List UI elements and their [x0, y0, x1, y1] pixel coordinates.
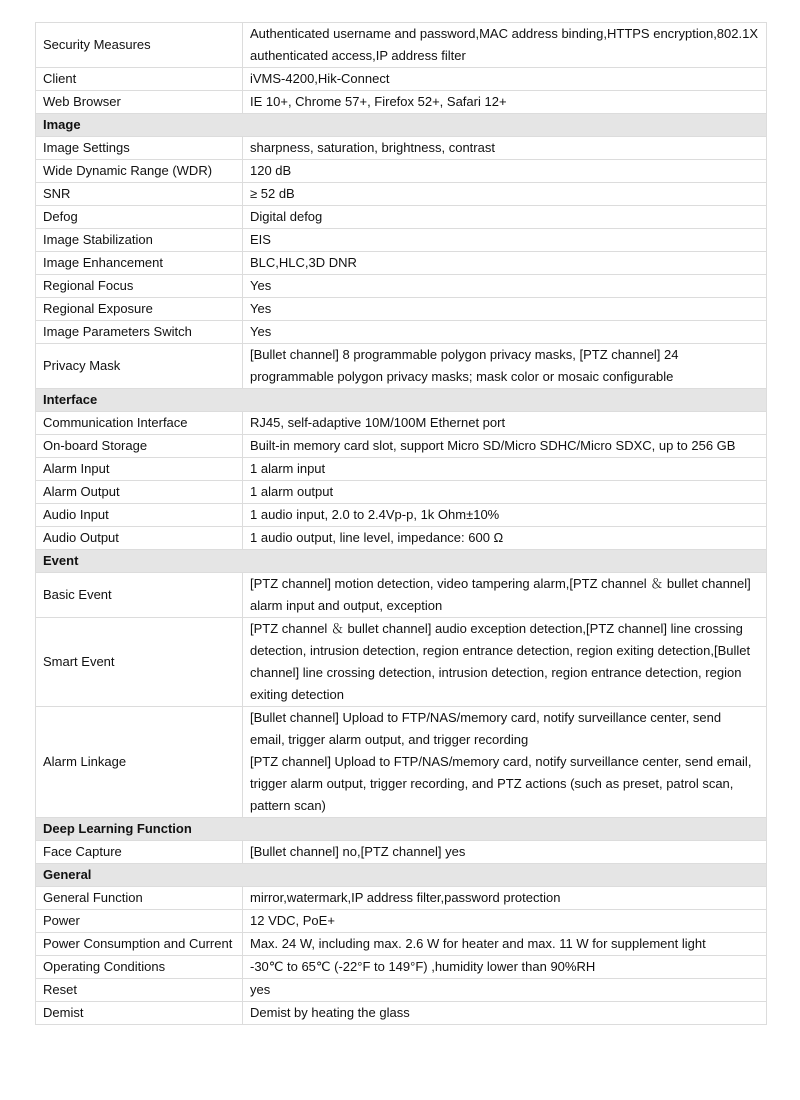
spec-value: [243, 504, 767, 527]
spec-value-line: [Bullet channel] Upload to FTP/NAS/memory card, notify surveillance center, send email, trigger alarm output, and trigger recording: [250, 710, 722, 747]
spec-row-image-stabilization: [36, 229, 767, 252]
spec-row-image-parameters-switch: [36, 321, 767, 344]
spec-value-line: Yes: [250, 301, 272, 316]
spec-value-line: 1 audio output, line level, impedance: 600 Ω: [250, 530, 504, 545]
spec-row-client: [36, 68, 767, 91]
spec-row-alarm-input: [36, 458, 767, 481]
spec-value: [243, 183, 767, 206]
spec-label: Reset: [36, 979, 243, 1002]
spec-label: Power Consumption and Current: [36, 933, 243, 956]
spec-row-demist: [36, 1002, 767, 1025]
spec-row-wide-dynamic-range-wdr: [36, 160, 767, 183]
spec-label: Security Measures: [36, 23, 243, 68]
spec-label: Communication Interface: [36, 412, 243, 435]
spec-row-smart-event: [36, 618, 767, 707]
spec-value-line: 12 VDC, PoE+: [250, 913, 335, 928]
spec-value: [243, 481, 767, 504]
spec-value: [243, 979, 767, 1002]
spec-value-line: Yes: [250, 278, 272, 293]
spec-label: Regional Focus: [36, 275, 243, 298]
spec-label: General Function: [36, 887, 243, 910]
spec-label: Demist: [36, 1002, 243, 1025]
spec-value: [243, 344, 767, 389]
spec-label: Power: [36, 910, 243, 933]
spec-value: [243, 527, 767, 550]
spec-value-line: Max. 24 W, including max. 2.6 W for heater and max. 11 W for supplement light: [250, 936, 706, 951]
spec-value-line: yes: [250, 982, 271, 997]
section-header-general: [36, 864, 767, 887]
spec-row-security-measures: [36, 23, 767, 68]
spec-label: Basic Event: [36, 573, 243, 618]
spec-value: [243, 206, 767, 229]
spec-label: Alarm Output: [36, 481, 243, 504]
spec-row-defog: [36, 206, 767, 229]
spec-value-line: EIS: [250, 232, 271, 247]
spec-row-audio-output: [36, 527, 767, 550]
spec-value: [243, 1002, 767, 1025]
spec-value: [243, 321, 767, 344]
spec-value-line: sharpness, saturation, brightness, contrast: [250, 140, 495, 155]
spec-value-line: 120 dB: [250, 163, 292, 178]
spec-value-line: [Bullet channel] no,[PTZ channel] yes: [250, 844, 466, 859]
spec-value-line: mirror,watermark,IP address filter,password protection: [250, 890, 561, 905]
spec-value: [243, 275, 767, 298]
spec-row-privacy-mask: [36, 344, 767, 389]
spec-value: [243, 23, 767, 68]
spec-label: On-board Storage: [36, 435, 243, 458]
spec-table-body: [36, 23, 767, 1025]
spec-row-alarm-linkage: [36, 707, 767, 818]
spec-label: Defog: [36, 206, 243, 229]
spec-row-regional-exposure: [36, 298, 767, 321]
spec-value-line: BLC,HLC,3D DNR: [250, 255, 357, 270]
section-title: General: [36, 864, 767, 887]
spec-value: [243, 887, 767, 910]
spec-value-line: iVMS-4200,Hik-Connect: [250, 71, 390, 86]
spec-label: Operating Conditions: [36, 956, 243, 979]
spec-value-line: Digital defog: [250, 209, 323, 224]
spec-value: [243, 412, 767, 435]
spec-value: [243, 910, 767, 933]
spec-value: [243, 137, 767, 160]
spec-label: Privacy Mask: [36, 344, 243, 389]
spec-row-on-board-storage: [36, 435, 767, 458]
spec-row-operating-conditions: [36, 956, 767, 979]
spec-label: SNR: [36, 183, 243, 206]
spec-value: [243, 298, 767, 321]
spec-label: Image Enhancement: [36, 252, 243, 275]
spec-value: [243, 160, 767, 183]
spec-value: [243, 435, 767, 458]
spec-value-line: ≥ 52 dB: [250, 186, 295, 201]
spec-label: Face Capture: [36, 841, 243, 864]
spec-row-audio-input: [36, 504, 767, 527]
spec-label: Web Browser: [36, 91, 243, 114]
spec-value-line: [PTZ channel ＆ bullet channel] audio exception detection,[PTZ channel] line crossing detection, intrusion detection, region entrance detection, region exiting detection,[Bullet channel] line crossing detection, intrusion detection, region entrance detection, region exiting detection: [250, 621, 751, 702]
spec-value: [243, 229, 767, 252]
spec-value-line: 1 audio input, 2.0 to 2.4Vp-p, 1k Ohm±10%: [250, 507, 500, 522]
spec-label: Client: [36, 68, 243, 91]
spec-value-line: [PTZ channel] motion detection, video tampering alarm,[PTZ channel ＆ bullet channel] alarm input and output, exception: [250, 576, 751, 613]
spec-row-power: [36, 910, 767, 933]
spec-value: [243, 933, 767, 956]
spec-value: [243, 68, 767, 91]
spec-value: [243, 573, 767, 618]
spec-label: Regional Exposure: [36, 298, 243, 321]
spec-value: [243, 458, 767, 481]
spec-label: Wide Dynamic Range (WDR): [36, 160, 243, 183]
spec-value-line: IE 10+, Chrome 57+, Firefox 52+, Safari 12+: [250, 94, 507, 109]
spec-table: [35, 22, 767, 1025]
section-header-deep-learning-function: [36, 818, 767, 841]
spec-label: Smart Event: [36, 618, 243, 707]
section-title: Event: [36, 550, 767, 573]
spec-value-line: Demist by heating the glass: [250, 1005, 410, 1020]
spec-value: [243, 252, 767, 275]
section-header-event: [36, 550, 767, 573]
section-header-interface: [36, 389, 767, 412]
section-title: Image: [36, 114, 767, 137]
spec-row-snr: [36, 183, 767, 206]
spec-label: Alarm Input: [36, 458, 243, 481]
spec-row-face-capture: [36, 841, 767, 864]
spec-value-line: [Bullet channel] 8 programmable polygon privacy masks, [PTZ channel] 24 programmable polygon privacy masks; mask color or mosaic configurable: [250, 347, 679, 384]
spec-value-line: -30℃ to 65℃ (-22°F to 149°F) ,humidity lower than 90%RH: [250, 959, 596, 974]
section-title: Interface: [36, 389, 767, 412]
section-header-image: [36, 114, 767, 137]
spec-value-line: Yes: [250, 324, 272, 339]
spec-value-line: Built-in memory card slot, support Micro SD/Micro SDHC/Micro SDXC, up to 256 GB: [250, 438, 736, 453]
spec-row-communication-interface: [36, 412, 767, 435]
spec-row-regional-focus: [36, 275, 767, 298]
spec-label: Audio Input: [36, 504, 243, 527]
spec-row-image-enhancement: [36, 252, 767, 275]
spec-label: Image Parameters Switch: [36, 321, 243, 344]
spec-value-line: Authenticated username and password,MAC address binding,HTTPS encryption,802.1X authenticated access,IP address filter: [250, 26, 759, 63]
section-title: Deep Learning Function: [36, 818, 767, 841]
spec-value-line: 1 alarm input: [250, 461, 326, 476]
spec-row-web-browser: [36, 91, 767, 114]
spec-value-line: [PTZ channel] Upload to FTP/NAS/memory card, notify surveillance center, send email, trigger alarm output, trigger recording, and PTZ actions (such as preset, patrol scan, pattern scan): [250, 754, 752, 813]
spec-row-power-consumption-and-current: [36, 933, 767, 956]
spec-value-line: 1 alarm output: [250, 484, 334, 499]
spec-value-line: RJ45, self-adaptive 10M/100M Ethernet port: [250, 415, 506, 430]
spec-label: Audio Output: [36, 527, 243, 550]
spec-value: [243, 618, 767, 707]
spec-row-alarm-output: [36, 481, 767, 504]
spec-row-reset: [36, 979, 767, 1002]
spec-row-image-settings: [36, 137, 767, 160]
spec-row-general-function: [36, 887, 767, 910]
spec-label: Alarm Linkage: [36, 707, 243, 818]
spec-value: [243, 841, 767, 864]
spec-label: Image Settings: [36, 137, 243, 160]
spec-label: Image Stabilization: [36, 229, 243, 252]
spec-row-basic-event: [36, 573, 767, 618]
spec-value: [243, 707, 767, 818]
spec-value: [243, 91, 767, 114]
spec-value: [243, 956, 767, 979]
